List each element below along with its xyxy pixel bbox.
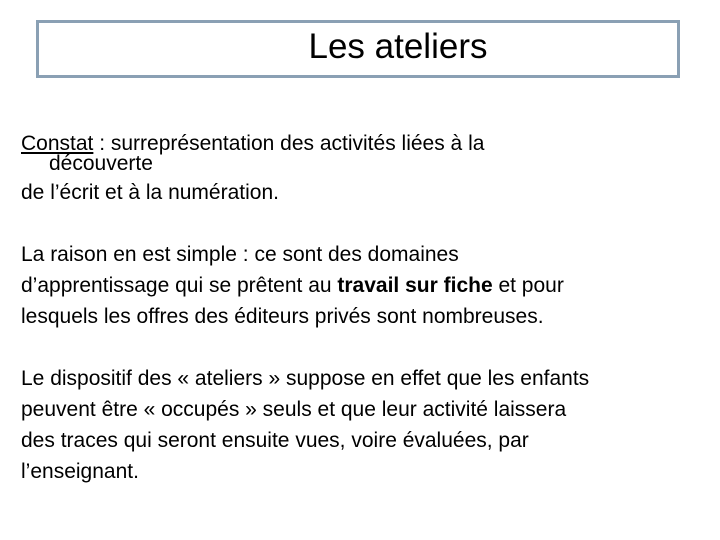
paragraph-constat [21, 128, 711, 208]
title-box [36, 20, 680, 78]
paragraph-constat-line-3: de l’écrit et à la numération. [21, 181, 279, 204]
paragraph-dispositif-line-4: l’enseignant. [21, 460, 139, 483]
paragraph-raison-line-1: La raison en est simple : ce sont des domaines [21, 243, 459, 266]
paragraph-dispositif-line-3: des traces qui seront ensuite vues, voire évaluées, par [21, 429, 529, 452]
constat-label: Constat [21, 132, 94, 155]
paragraph-constat-line-2: découverte [49, 152, 153, 175]
paragraph-dispositif [21, 363, 711, 487]
travail-sur-fiche-emphasis: travail sur fiche [337, 274, 493, 297]
constat-line-1-text: : surreprésentation des activités liées à la [93, 132, 485, 155]
paragraph-dispositif-line-1: Le dispositif des « ateliers » suppose en effet que les enfants [21, 367, 590, 390]
paragraph-raison [21, 239, 711, 332]
paragraph-dispositif-line-2: peuvent être « occupés » seuls et que leur activité laissera [21, 398, 567, 421]
raison-line-2-before: d’apprentissage qui se prêtent au [21, 274, 338, 297]
raison-line-2-after: et pour [492, 274, 564, 297]
paragraph-raison-line-3: lesquels les offres des éditeurs privés sont nombreuses. [21, 305, 544, 328]
paragraph-raison-line-2 [21, 270, 711, 301]
slide-body [21, 128, 711, 518]
slide-title: Les ateliers [308, 27, 488, 66]
